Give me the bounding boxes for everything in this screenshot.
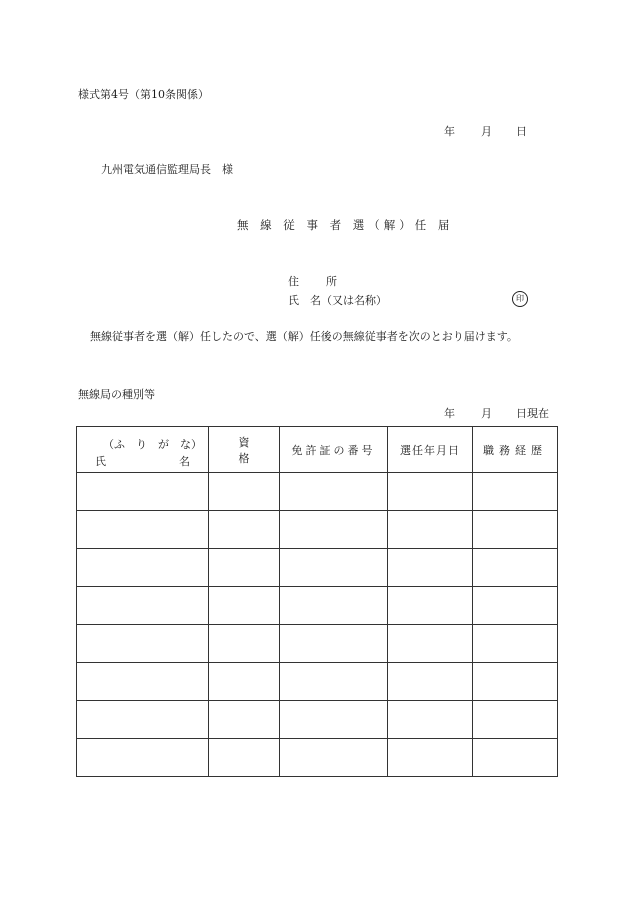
table-row bbox=[77, 549, 558, 587]
appointment-date-cell[interactable] bbox=[388, 625, 473, 663]
license-number-cell[interactable] bbox=[280, 739, 388, 777]
as-of-day-label: 日現在 bbox=[516, 407, 549, 420]
name-cell[interactable] bbox=[77, 587, 209, 625]
station-type-label: 無線局の種別等 bbox=[78, 388, 155, 401]
appointment-date-cell[interactable] bbox=[388, 511, 473, 549]
header-qualification: 資 格 bbox=[209, 427, 280, 473]
name-cell[interactable] bbox=[77, 511, 209, 549]
table-row bbox=[77, 511, 558, 549]
license-number-cell[interactable] bbox=[280, 701, 388, 739]
career-cell[interactable] bbox=[473, 511, 558, 549]
license-number-cell[interactable] bbox=[280, 625, 388, 663]
qualification-cell[interactable] bbox=[209, 625, 280, 663]
name-cell[interactable] bbox=[77, 549, 209, 587]
table-row bbox=[77, 701, 558, 739]
table-header-row bbox=[77, 427, 558, 473]
career-cell[interactable] bbox=[473, 587, 558, 625]
name-cell[interactable] bbox=[77, 473, 209, 511]
header-appointment-date: 選任年月日 bbox=[388, 427, 473, 473]
qualification-cell[interactable] bbox=[209, 549, 280, 587]
name-cell[interactable] bbox=[77, 625, 209, 663]
appointment-date-cell[interactable] bbox=[388, 587, 473, 625]
license-number-cell[interactable] bbox=[280, 587, 388, 625]
career-cell[interactable] bbox=[473, 549, 558, 587]
name-cell[interactable] bbox=[77, 663, 209, 701]
table-row bbox=[77, 663, 558, 701]
table-row bbox=[77, 625, 558, 663]
qualification-cell[interactable] bbox=[209, 587, 280, 625]
name-label: 氏 名（又は名称） bbox=[288, 294, 387, 307]
career-cell[interactable] bbox=[473, 473, 558, 511]
qualification-cell[interactable] bbox=[209, 511, 280, 549]
qualification-cell[interactable] bbox=[209, 701, 280, 739]
qualification-cell[interactable] bbox=[209, 663, 280, 701]
name-cell[interactable] bbox=[77, 701, 209, 739]
header-license-number: 免許証の番号 bbox=[280, 427, 388, 473]
document-title: 無 線 従 事 者 選（解）任 届 bbox=[237, 218, 454, 232]
operator-table bbox=[76, 426, 558, 777]
header-career: 職務経歴 bbox=[473, 427, 558, 473]
date-day-label: 日 bbox=[516, 125, 527, 138]
appointment-date-cell[interactable] bbox=[388, 739, 473, 777]
appointment-date-cell[interactable] bbox=[388, 663, 473, 701]
address-label: 住 所 bbox=[288, 275, 345, 288]
date-month-label: 月 bbox=[481, 125, 492, 138]
form-number: 様式第4号（第10条関係） bbox=[78, 88, 209, 101]
license-number-cell[interactable] bbox=[280, 473, 388, 511]
addressee: 九州電気通信監理局長 様 bbox=[101, 163, 233, 176]
appointment-date-cell[interactable] bbox=[388, 473, 473, 511]
license-number-cell[interactable] bbox=[280, 663, 388, 701]
table-row bbox=[77, 739, 558, 777]
name-cell[interactable] bbox=[77, 739, 209, 777]
header-name-mei: 名 bbox=[179, 455, 190, 468]
career-cell[interactable] bbox=[473, 739, 558, 777]
as-of-year-label: 年 bbox=[444, 407, 455, 420]
qualification-cell[interactable] bbox=[209, 473, 280, 511]
as-of-month-label: 月 bbox=[481, 407, 492, 420]
license-number-cell[interactable] bbox=[280, 549, 388, 587]
statement-text: 無線従事者を選（解）任したので、選（解）任後の無線従事者を次のとおり届けます。 bbox=[90, 330, 518, 343]
header-name bbox=[77, 427, 209, 473]
header-name-shi: 氏 bbox=[95, 455, 106, 468]
appointment-date-cell[interactable] bbox=[388, 549, 473, 587]
qualification-cell[interactable] bbox=[209, 739, 280, 777]
license-number-cell[interactable] bbox=[280, 511, 388, 549]
career-cell[interactable] bbox=[473, 625, 558, 663]
seal-mark-icon: 印 bbox=[512, 291, 528, 307]
career-cell[interactable] bbox=[473, 701, 558, 739]
table-row bbox=[77, 587, 558, 625]
appointment-date-cell[interactable] bbox=[388, 701, 473, 739]
header-furigana: （ふ り が な） bbox=[103, 438, 202, 451]
career-cell[interactable] bbox=[473, 663, 558, 701]
date-year-label: 年 bbox=[444, 125, 455, 138]
table-row bbox=[77, 473, 558, 511]
